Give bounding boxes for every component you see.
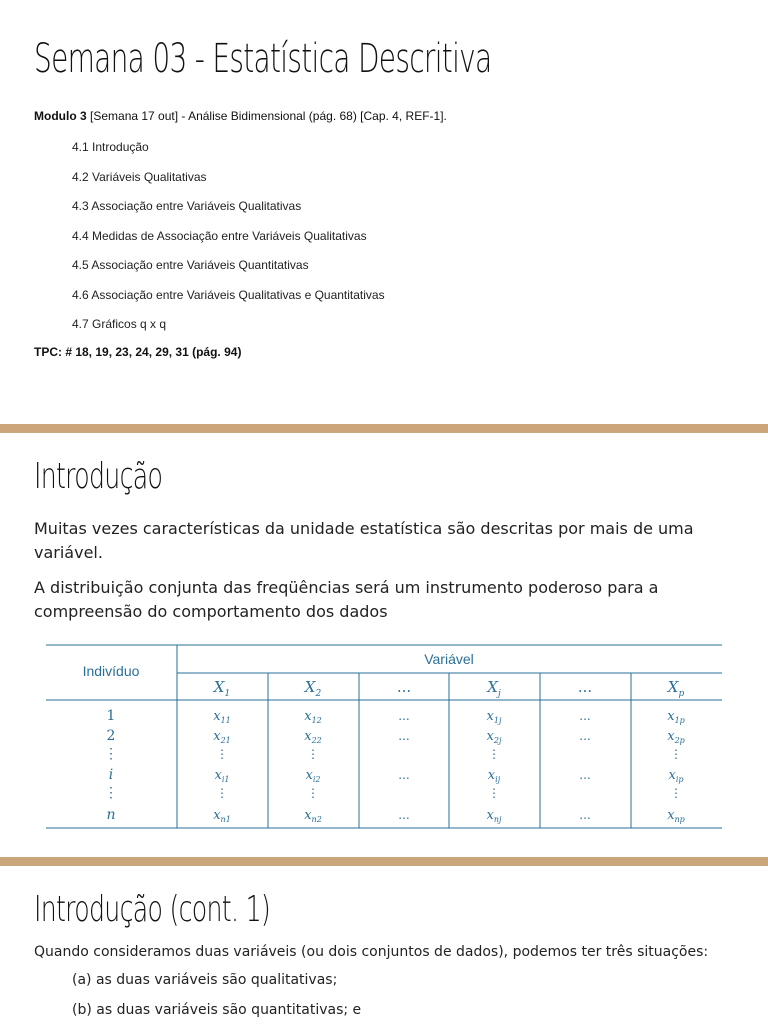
data-matrix-table <box>46 644 722 830</box>
table-cell: $x_{np}$ <box>667 808 685 824</box>
table-cell: ⋮ <box>216 786 228 800</box>
row-label: 1 <box>106 708 116 724</box>
paragraph: Muitas vezes características da unidade estatística são descritas por mais de uma variável. <box>34 519 694 562</box>
table-cell: $x_{1j}$ <box>486 709 502 725</box>
table-cell: ... <box>579 808 591 822</box>
table-cell: ⋮ <box>307 747 319 761</box>
table-cell: $x_{2p}$ <box>667 729 685 745</box>
table-cell: ⋮ <box>670 786 682 800</box>
module-label: Modulo 3 <box>34 109 87 123</box>
table-cell: $x_{ip}$ <box>668 768 684 784</box>
variable-header-cell: ... <box>396 678 412 696</box>
table-cell: ... <box>579 768 591 782</box>
table-cell: ⋮ <box>488 747 500 761</box>
table-cell: $x_{12}$ <box>304 709 322 725</box>
variable-header-cell: $X_2$ <box>304 678 322 699</box>
table-cell: ... <box>579 709 591 723</box>
paragraph: Quando consideramos duas variáveis (ou dois conjuntos de dados), podemos ter três situações: <box>34 944 709 960</box>
topic-item: 4.3 Associação entre Variáveis Qualitativas <box>72 199 302 213</box>
row-label: i <box>108 767 114 783</box>
table-cell: ... <box>579 729 591 743</box>
row-label: n <box>106 807 116 823</box>
table-cell: $x_{n2}$ <box>304 808 322 824</box>
variable-header-cell: ... <box>577 678 593 696</box>
slide-3 <box>0 866 768 1024</box>
table-cell: ⋮ <box>307 786 319 800</box>
module-detail: [Semana 17 out] - Análise Bidimensional (pág. 68) [Cap. 4, REF-1]. <box>86 109 447 123</box>
topic-item: 4.4 Medidas de Associação entre Variáveis Qualitativas <box>72 228 367 243</box>
topic-item: 4.5 Associação entre Variáveis Quantitativas <box>72 258 309 272</box>
variavel-header: Variável <box>424 651 474 667</box>
slide-title: Introdução (cont. 1) <box>34 889 271 930</box>
table-cell: $x_{i1}$ <box>214 768 230 784</box>
table-cell: ⋮ <box>216 747 228 761</box>
table-cell: $x_{n1}$ <box>213 808 231 824</box>
table-cell: ⋮ <box>488 786 500 800</box>
slide-title: Semana 03 - Estatística Descritiva <box>34 36 492 82</box>
module-line <box>34 109 447 123</box>
topic-list <box>72 140 385 347</box>
table-cell: ... <box>398 709 410 723</box>
variable-header-cell: $X_p$ <box>667 678 685 699</box>
variable-header-cell: $X_j$ <box>487 678 501 699</box>
topic-item: 4.6 Associação entre Variáveis Qualitativas e Quantitativas <box>72 287 385 302</box>
row-label: ⋮ <box>104 746 118 762</box>
table-cell: $x_{nj}$ <box>486 808 502 824</box>
variable-header-cell: $X_1$ <box>213 678 231 699</box>
individuo-header: Indivíduo <box>82 663 140 679</box>
table-cell: $x_{i2}$ <box>305 768 321 784</box>
row-label: 2 <box>106 728 116 744</box>
topic-item: 4.7 Gráficos q x q <box>72 317 167 331</box>
paragraph: A distribuição conjunta das freqüências será um instrumento poderoso para a compreensão do comportamento dos dados <box>34 578 659 621</box>
table-cell: $x_{ij}$ <box>487 768 501 784</box>
list-item: (b) as duas variáveis são quantitativas; e <box>72 1002 362 1018</box>
list-item: (a) as duas variáveis são qualitativas; <box>72 972 338 988</box>
row-label: ⋮ <box>104 785 118 801</box>
table-cell: $x_{21}$ <box>213 729 231 745</box>
table-cell: $x_{2j}$ <box>486 729 502 745</box>
slide-separator <box>0 857 768 866</box>
topic-item: 4.2 Variáveis Qualitativas <box>72 169 207 184</box>
topic-item: 4.1 Introdução <box>72 140 149 154</box>
slide-1 <box>0 0 768 425</box>
homework-line: TPC: # 18, 19, 23, 24, 29, 31 (pág. 94) <box>34 345 242 359</box>
slide-title: Introdução <box>34 456 163 497</box>
table-cell: $x_{22}$ <box>304 729 322 745</box>
table-cell: ⋮ <box>670 747 682 761</box>
slide-separator <box>0 424 768 433</box>
table-cell: ... <box>398 729 410 743</box>
table-cell: ... <box>398 768 410 782</box>
table-cell: $x_{1p}$ <box>667 709 685 725</box>
table-cell: ... <box>398 808 410 822</box>
table-cell: $x_{11}$ <box>213 709 231 725</box>
